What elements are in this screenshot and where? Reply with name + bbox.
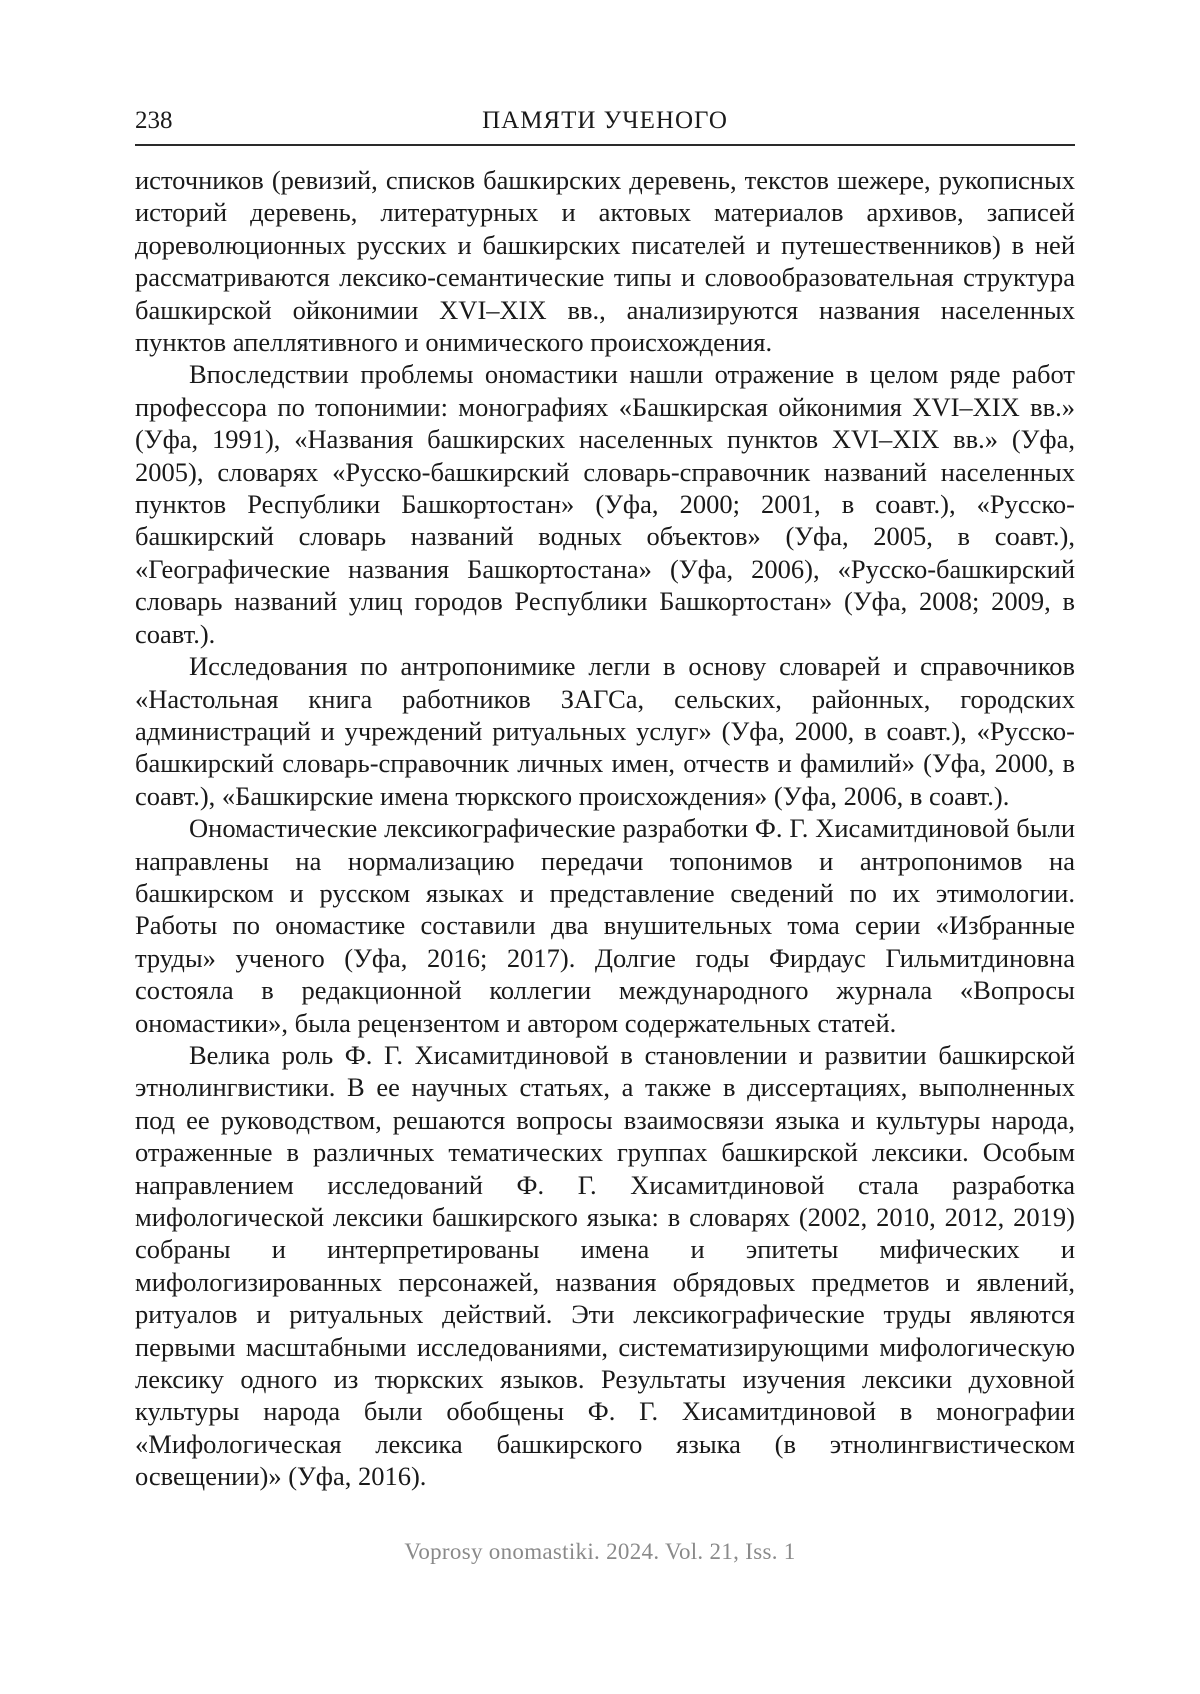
paragraph-continuation: источников (ревизий, списков башкирских деревень, текстов шежере, рукописных историй деревень, литературных и актовых материалов архивов, записей дореволюционных русских и башкирских писателей и путешественников) в ней рассматриваются лексико-семантические типы и словообразовательная структура башкирской ойконимии XVI–XIX вв., анализируются названия населенных пунктов апеллятивного и онимического происхождения. (135, 165, 1075, 358)
paragraph-onomastic-lexicography: Ономастические лексикографические разработки Ф. Г. Хисамитдиновой были направлены на нормализацию передачи топонимов и антропонимов на башкирском и русском языках и представление сведений по их этимологии. Работы по ономастике составили два внушительных тома серии «Избранные труды» ученого (Уфа, 2016; 2017). Долгие годы Фирдаус Гильмитдиновна состояла в редакционной коллегии международного журнала «Вопросы ономастики», была рецензентом и автором содержательных статей. (135, 813, 1075, 1038)
paragraph-toponymy: Впоследствии проблемы ономастики нашли отражение в целом ряде работ профессора по топонимии: монографиях «Башкирская ойконимия XVI–XIX вв.» (Уфа, 1991), «Названия башкирских населенных пунктов XVI–XIX вв.» (Уфа, 2005), словарях «Русско-башкирский словарь-справочник названий населенных пунктов Республики Башкортостан» (Уфа, 2000; 2001, в соавт.), «Русско-башкирский словарь названий водных объектов» (Уфа, 2005, в соавт.), «Географические названия Башкортостана» (Уфа, 2006), «Русско-башкирский словарь названий улиц городов Республики Башкортостан» (Уфа, 2008; 2009, в соавт.). (135, 359, 1075, 649)
section-title: ПАМЯТИ УЧЕНОГО (482, 107, 728, 134)
journal-footer: Voprosy onomastiki. 2024. Vol. 21, Iss. 1 (404, 1539, 796, 1564)
running-header (135, 98, 1075, 146)
article-body (135, 164, 1075, 1493)
page-number: 238 (135, 107, 173, 134)
paragraph-ethnolinguistics: Велика роль Ф. Г. Хисамитдиновой в становлении и развитии башкирской этнолингвистики. В ее научных статьях, а также в диссертациях, выполненных под ее руководством, решаются вопросы взаимосвязи языка и культуры народа, отраженные в различных тематических группах башкирской лексики. Особым направлением исследований Ф. Г. Хисамитдиновой стала разработка мифологической лексики башкирского языка: в словарях (2002, 2010, 2012, 2019) собраны и интерпретированы имена и эпитеты мифических и мифологизированных персонажей, названия обрядовых предметов и явлений, ритуалов и ритуальных действий. Эти лексикографические труды являются первыми масштабными исследованиями, систематизирующими мифологическую лексику одного из тюркских языков. Результаты изучения лексики духовной культуры народа были обобщены Ф. Г. Хисамитдиновой в монографии «Мифологическая лексика башкирского языка (в этнолингвистическом освещении)» (Уфа, 2016). (135, 1039, 1075, 1492)
paragraph-anthroponymy: Исследования по антропонимике легли в основу словарей и справочников «Настольная книга работников ЗАГСа, сельских, районных, городских администраций и учреждений ритуальных услуг» (Уфа, 2000, в соавт.), «Русско-башкирский словарь-справочник личных имен, отчеств и фамилий» (Уфа, 2000, в соавт.), «Башкирские имена тюркского происхождения» (Уфа, 2006, в соавт.). (135, 651, 1075, 811)
